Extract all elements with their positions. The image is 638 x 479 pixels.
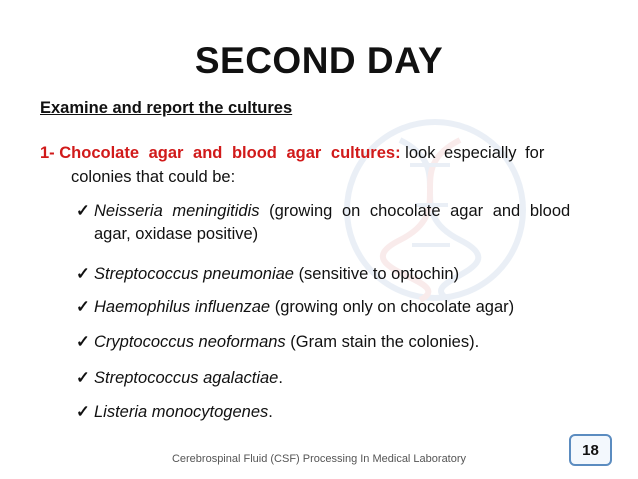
item-number: 1- (40, 144, 55, 162)
checkmark-icon: ✓ (76, 265, 90, 283)
organism-note: (Gram stain the colonies). (290, 333, 480, 351)
item-text-continued: colonies that could be: (71, 168, 236, 186)
footer-text: Cerebrospinal Fluid (CSF) Processing In Medical Laboratory (171, 453, 467, 465)
organism-name: Streptococcus pneumoniae (94, 265, 294, 283)
item-heading: Chocolate agar and blood agar cultures: (59, 144, 401, 162)
organism-note: . (268, 403, 273, 421)
organism-name: Cryptococcus neoformans (94, 333, 286, 351)
section-heading: Examine and report the cultures (40, 99, 293, 117)
numbered-item-1 (40, 141, 585, 189)
organism-note: (sensitive to optochin) (298, 265, 460, 283)
checkmark-icon: ✓ (76, 202, 90, 220)
organism-note: . (278, 369, 283, 387)
checkmark-icon: ✓ (76, 298, 90, 316)
page-number-badge: 18 (569, 434, 612, 466)
list-item (76, 200, 591, 246)
organism-note-continued: agar, oxidase positive) (94, 225, 259, 243)
organism-note: (growing only on chocolate agar) (274, 298, 515, 316)
organism-name: Haemophilus influenzae (94, 298, 271, 316)
checkmark-icon: ✓ (76, 333, 90, 351)
organism-name: Listeria monocytogenes (94, 403, 269, 421)
list-item (76, 401, 591, 424)
checkmark-icon: ✓ (76, 369, 90, 387)
item-text: look especially for (405, 144, 545, 162)
organism-name: Neisseria meningitidis (94, 202, 260, 220)
list-item (76, 367, 591, 390)
slide-title: SECOND DAY (194, 40, 444, 81)
list-item (76, 331, 591, 354)
checkmark-icon: ✓ (76, 403, 90, 421)
list-item (76, 263, 591, 286)
list-item (76, 296, 591, 319)
organism-name: Streptococcus agalactiae (94, 369, 279, 387)
organism-note: (growing on chocolate agar and blood (269, 202, 571, 220)
